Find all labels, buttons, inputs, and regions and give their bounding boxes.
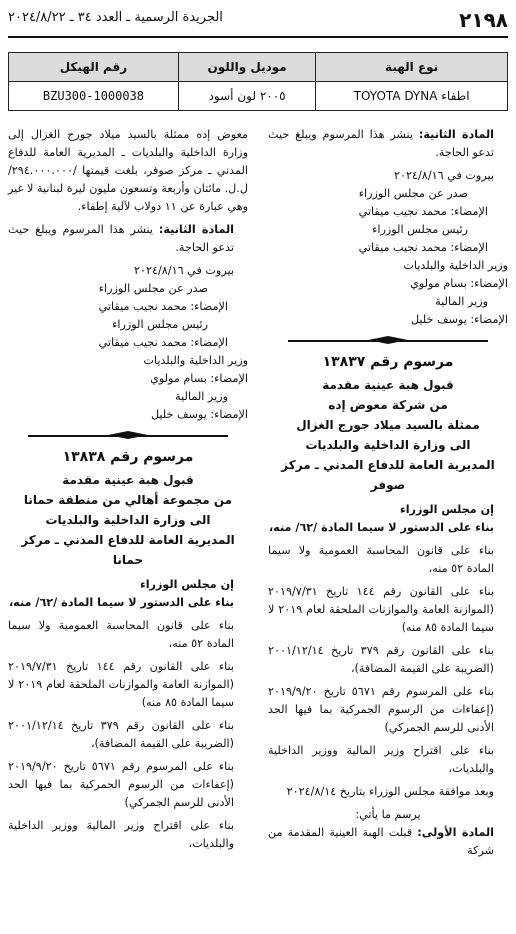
decree-title-line: من شركة معوض إده [328, 398, 448, 412]
recital: بناء على اقتراح وزير المالية ووزير الداخلية والبلديات، [268, 744, 494, 775]
article-continuation: معوض إده ممثلة بالسيد ميلاد جورج الغزال إلى وزارة الداخلية والبلديات ـ المديرية العامة للدفاع المدني ـ مركز صوفر، بلغت قيمتها /٢٩٤.٠٠٠.٠٠٠/ ل.ل. مائتان وأربعة وتسعون مليون ليرة لبنانية لا غير وهي عبارة عن ١١ دولاب لآلية إطفاء. [8, 128, 248, 213]
section-divider [8, 430, 248, 442]
role-title: وزير الداخلية والبلديات [143, 354, 248, 367]
recital: بناء على الدستور لا سيما المادة /٦٢/ منه، [268, 521, 494, 534]
article-text: قبلت الهبة العينية المقدمة من شركة [268, 826, 494, 857]
council-line: إن مجلس الوزراء [399, 503, 494, 516]
decree-number: مرسوم رقم ١٣٨٣٨ [62, 449, 194, 465]
decree-title-line: الى وزارة الداخلية والبلديات [305, 438, 471, 452]
role-title: وزير المالية [175, 390, 228, 403]
cell-model: ٢٠٠٥ لون أسود [178, 82, 315, 111]
page-header [8, 8, 508, 34]
date-line: بيروت في ٢٠٢٤/٨/١٦ [134, 264, 234, 277]
issued-line: صدر عن مجلس الوزراء [98, 282, 208, 295]
council-line: إن مجلس الوزراء [139, 578, 234, 591]
recital: بناء على الدستور لا سيما المادة /٦٢/ منه، [8, 596, 234, 609]
recital: بناء على القانون رقم ٣٧٩ تاريخ ٢٠٠١/١٢/١٤ (الضريبة على القيمة المضافة)، [268, 644, 495, 675]
recital: بناء على قانون المحاسبة العمومية ولا سيما المادة ٥٢ منه، [8, 619, 234, 650]
signature: الإمضاء: بسام مولوي [410, 277, 508, 290]
article-text: ينشر هذا المرسوم ويبلغ حيث تدعو الحاجة. [8, 223, 234, 254]
signature: الإمضاء: بسام مولوي [150, 372, 248, 385]
decrees-line: يرسم ما يأتي: [355, 808, 421, 821]
article-2 [268, 126, 508, 162]
decree-title-line: المديرية العامة للدفاع المدني ـ مركز صوفر [281, 458, 495, 492]
recital: بناء على المرسوم رقم ٥٦٧١ تاريخ ٢٠١٩/٩/٢٠ (إعفاءات من الرسوم الجمركية بما فيها الحد الأدنى للرسم الجمركي) [268, 685, 494, 734]
gazette-title: الجريدة الرسمية ـ العدد ٣٤ ـ ٢٠٢٤/٨/٢٢ [8, 10, 223, 25]
section-divider [268, 335, 508, 347]
role-title: رئيس مجلس الوزراء [112, 318, 208, 331]
cell-type: اطفاء TOYOTA DYNA [316, 82, 508, 111]
signature: الإمضاء: يوسف خليل [150, 408, 248, 421]
article-label: المادة الأولى: [417, 826, 494, 839]
recital: بناء على القانون رقم ٣٧٩ تاريخ ٢٠٠١/١٢/١٤ (الضريبة على القيمة المضافة)، [8, 719, 235, 750]
decree-title-line: قبول هبة عينية مقدمة [322, 378, 454, 392]
role-title: وزير الداخلية والبلديات [403, 259, 508, 272]
header-rule [8, 36, 508, 38]
cell-vin: BZU300-1000038 [9, 82, 179, 111]
recital: بناء على المرسوم رقم ٥٦٧١ تاريخ ٢٠١٩/٩/٢٠ (إعفاءات من الرسوم الجمركية بما فيها الحد الأدنى للرسم الجمركي) [8, 760, 234, 809]
article-label: المادة الثانية: [158, 223, 234, 236]
recital: وبعد موافقة مجلس الوزراء بتاريخ ٢٠٢٤/٨/١٤ [286, 785, 494, 798]
decree-title-line: المديرية العامة للدفاع المدني ـ مركز حمانا [21, 533, 235, 567]
signature: الإمضاء: محمد نجيب ميقاتي [98, 300, 228, 313]
decree-title-line: الى وزارة الداخلية والبلديات [45, 513, 211, 527]
date-line: بيروت في ٢٠٢٤/٨/١٦ [394, 169, 494, 182]
article-1 [268, 824, 508, 860]
decree-number: مرسوم رقم ١٣٨٣٧ [322, 354, 454, 370]
col-header-vin: رقم الهيكل [9, 53, 179, 82]
role-title: رئيس مجلس الوزراء [372, 223, 468, 236]
right-column [268, 126, 508, 865]
page-number: ٢١٩٨ [459, 8, 508, 32]
article-2 [8, 221, 248, 257]
issued-line: صدر عن مجلس الوزراء [358, 187, 468, 200]
decree-title-line: ممثلة بالسيد ميلاد جورج الغزال [296, 418, 480, 432]
article-label: المادة الثانية: [418, 128, 494, 141]
table-header-row [9, 53, 508, 82]
col-header-model: موديل واللون [178, 53, 315, 82]
col-header-type: نوع الهبة [316, 53, 508, 82]
recital: بناء على قانون المحاسبة العمومية ولا سيما المادة ٥٢ منه، [268, 544, 494, 575]
decree-title-line: قبول هبة عينية مقدمة [62, 473, 194, 487]
recital: بناء على اقتراح وزير المالية ووزير الداخلية والبلديات، [8, 819, 234, 850]
signature: الإمضاء: يوسف خليل [410, 313, 508, 326]
donation-table [8, 52, 508, 111]
table-row [9, 82, 508, 111]
signature: الإمضاء: محمد نجيب ميقاتي [98, 336, 228, 349]
recital: بناء على القانون رقم ١٤٤ تاريخ ٢٠١٩/٧/٣١ (الموازنة العامة والموازنات الملحقة لعام ٢٠١٩ لا سيما المادة ٨٥ منه) [8, 660, 234, 709]
role-title: وزير المالية [435, 295, 488, 308]
article-text: ينشر هذا المرسوم ويبلغ حيث تدعو الحاجة. [268, 128, 494, 159]
signature: الإمضاء: محمد نجيب ميقاتي [358, 205, 488, 218]
decree-title-line: من مجموعة أهالي من منطقة حمانا [23, 493, 233, 507]
recital: بناء على القانون رقم ١٤٤ تاريخ ٢٠١٩/٧/٣١ (الموازنة العامة والموازنات الملحقة لعام ٢٠١٩ لا سيما المادة ٨٥ منه) [268, 585, 494, 634]
left-column [8, 126, 248, 858]
signature: الإمضاء: محمد نجيب ميقاتي [358, 241, 488, 254]
